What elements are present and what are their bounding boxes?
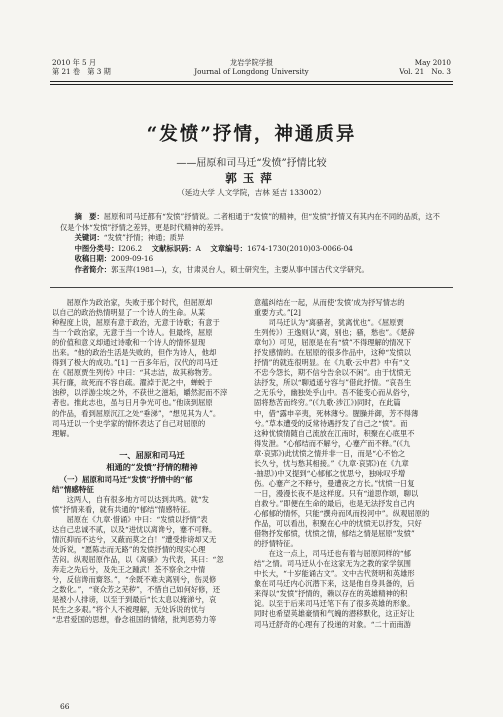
header-date: 2010 年 5 月	[52, 58, 97, 67]
text-line: 奔走之先后兮，及先王之踵武！荃不察余之中情	[52, 565, 206, 575]
text-line: 理解。	[52, 428, 74, 438]
journal-name-cn: 龙岩学院学报	[229, 58, 274, 67]
text-line: 固将愁苦而终穷。”(《九歌·涉江》)同时，在此篇	[254, 398, 401, 408]
header-date-en: May 2010	[414, 58, 451, 67]
keywords	[60, 233, 445, 244]
text-line: 达自己忠诚不贰，以及“进忧以离谗兮，蹇不可释。	[52, 524, 217, 534]
text-line: 的作品，看到屈原沉江之处“垂涕”，“想见其为人”。	[52, 408, 221, 418]
text-line: 兮，反信谗而齌怒。”，“余既不难夫离别兮，伤灵修	[52, 575, 217, 585]
header-rule-thick	[50, 81, 453, 82]
text-line: 作品，可以看出，积聚在心中的忧愤无以抒发，只好	[254, 519, 422, 529]
text-line: 以自己的政治热情明显了一个诗人的生命。从某	[52, 308, 206, 318]
journal-name-en: Journal of Longdong University	[194, 67, 309, 76]
text-line: 来得以“发愤”抒情的，赖以存在的英雄精神的积	[254, 589, 408, 599]
text-line: 意蕴纠结在一起，从而使‘发愤’成为抒写情志的	[254, 298, 405, 307]
page-number: 66	[60, 702, 70, 711]
right-column-body	[254, 298, 455, 630]
text-line: ·抽思》)中又提到“心郁郁之忧思兮，独咏叹乎增	[254, 468, 406, 478]
clc-label: 中图分类号：	[74, 243, 119, 253]
subsection-title-cont: 结”情感特征	[52, 484, 94, 494]
text-line: 兮。”草本遭受的反常待遇抒发了自己之“愤”。而	[254, 418, 408, 428]
received-value: 2009-09-16	[111, 254, 154, 264]
header-volume-en: Vol. 21 No. 3	[399, 67, 451, 76]
received-label: 收稿日期：	[74, 254, 112, 264]
text-line: 情沉抑而不达兮，又蔽而莫之白！”遭受排谤却又无	[52, 534, 217, 544]
received-date	[60, 254, 445, 265]
text-line: 章句》）可见，屈原是在有“愤”不得理解的情况下	[254, 338, 412, 348]
text-line: 其行廉，故死而不容自疏。濯淖于泥之中，蝉蜕于	[52, 378, 213, 388]
text-line: 在《屈原贾生列传》中曰：“其志洁，故其称物芳。	[52, 368, 217, 378]
text-line: 不忠今怨长，期不信兮告余以不闲”。由于忧愤无	[254, 368, 411, 378]
article-no-label: 文章编号：	[210, 243, 247, 253]
text-line: 伤。心蹇产之不释兮，曼遭夜之方长。”忧愤一日复	[254, 478, 415, 488]
text-line: 心郁郁的情怀，只能“撰舟而风而投河中”。纵观屈原的	[254, 508, 430, 518]
text-line: 种程度上说，屈原有意于政治，无意于诗歌；有意于	[52, 318, 220, 328]
text-line: 的价值和意义却通过诗歌和一个诗人的情怀显现	[52, 338, 206, 348]
text-line: 结”之情。司马迁从小在这家无为之教的家学氛围	[254, 559, 411, 569]
text-line: “忠君爱国的思想，眷念祖国的情绪，批判恶势力等	[52, 615, 217, 625]
clc-value: I206.2	[118, 243, 143, 253]
intro-paragraph	[52, 298, 252, 439]
article-author: 郭玉萍	[225, 171, 278, 185]
author-bio	[60, 265, 445, 276]
text-line: 是被小人排谤，以至于到最后“长太息以掩涕兮，哀	[52, 595, 217, 605]
doc-value: A	[195, 243, 201, 253]
header-right	[399, 58, 451, 76]
text-line: 重要方式。”[2]	[254, 308, 301, 318]
text-line: 生列传》）王逸则认“离，别也；骚，愁也”。《楚辞	[254, 328, 415, 338]
left-column	[52, 298, 252, 625]
section-heading	[52, 449, 252, 473]
text-line: 这种忧愤情随自己流放在江南时，积聚在心底里不	[254, 428, 415, 438]
text-line: 苦闷。纵观屈原作品，以《离骚》为代表，其曰：“忽	[52, 555, 224, 565]
text-line: 出来。“他的政治生活是失败的，但作为诗人，他却	[52, 348, 217, 358]
bio-label: 作者简介：	[74, 264, 112, 274]
text-line: 象在司马迁内心沉潜下来，这是他自身具备的，后	[254, 579, 415, 589]
text-line: 屈原在《九章·惜诵》中曰：“发愤以抒情”表	[66, 514, 208, 524]
text-line: 同时也希望英雄豪情和气魄的潜移默化，这正好让	[254, 609, 415, 619]
text-line: 的抒情特征。	[254, 539, 298, 549]
text-line: 得到了极大的成功。”[1] 一百多年后，汉代的司马迁	[52, 358, 218, 368]
text-line: 抒发感情的。在屈原的很多作品中，这种“发愤以	[254, 348, 411, 358]
text-line: 得发泄。“心郁结而不解兮，心蹇产而不释。”(《九	[254, 438, 411, 448]
text-line: 之数化。”，“衰众芳之芜秽”，不惜自己如何好修，还	[52, 585, 221, 595]
text-line: 民生之多艰。”将个人不被理解，无处诉说的忧与	[52, 605, 206, 615]
text-line: 章·哀郢》)此忧愤之情并非一日，而是“心不怡之	[254, 448, 406, 458]
abstract	[60, 212, 445, 233]
text-line: 司马迁舒奇的心理有了投递的对象。“二十而南游	[254, 619, 411, 629]
text-line: 者也。推此志也，虽与日月争光可也。”他读到屈原	[52, 398, 213, 408]
text-line: 长久兮，忧与愁其相接。”《九章·哀郢》)在《九章	[254, 458, 409, 468]
right-column	[254, 298, 455, 630]
text-line: 司马迁以一个史学家的情怀表达了自己对屈原的	[52, 418, 206, 428]
classification-line	[60, 244, 445, 255]
text-line: 屈原作为政治家，失败于那个时代，但屈原却	[66, 298, 213, 307]
abstract-text: 屈原和司马迁都有“发愤”抒情说。二者相通于“发愤”的精神，但“发愤”抒情又有其内在不同的品质，这不仅是个体“发愤”抒情之差异，更是时代精神的差异。	[60, 212, 440, 232]
text-line: 这两人，自有很多地方可以达到共鸣。就“发	[66, 494, 209, 504]
text-line: 当一个政治家，无意于当一个诗人。但最终，屈原	[52, 328, 213, 338]
keywords-label: 关键词：	[74, 233, 104, 243]
text-line: 法抒发，所以“聊逍遥兮容与”借此抒情。“哀吾生	[254, 378, 412, 388]
article-meta	[60, 212, 445, 276]
author-affiliation: （延边大学 人文学院，吉林 延吉 133002）	[177, 188, 326, 197]
keywords-text: “发愤”抒情；神通；质异	[103, 233, 185, 243]
header-rule-thin	[50, 84, 453, 85]
article-title: “发愤”抒情，神通质异	[146, 124, 357, 145]
text-line: 借物抒发郁愤，忧愤之情，郁结之情是屈原“发愤”	[254, 529, 415, 539]
text-line: 中长大，“十岁能诵古文”。文中古代贤明和英雄形	[254, 569, 415, 579]
header-volume: 第 21 卷 第 3 期	[52, 67, 111, 76]
text-line: 浊秽，以浮游尘埃之外，不获世之滋垢，皭然泥而不滓	[52, 388, 228, 398]
text-line: 司马迁认为“离骚者，犹离忧也”。《屈原贾	[268, 318, 404, 328]
section-subtitle: 相通的“发愤”抒情的精神	[106, 461, 198, 472]
text-line: 处诉说，“愿陈志而无路”的发愤抒情的现实心理	[52, 544, 206, 554]
text-line: 一日，漫漫长夜不是这样度。只有“道思作颂，聊以	[254, 488, 419, 498]
meta-rule	[50, 287, 453, 288]
abstract-label: 摘 要：	[74, 212, 104, 221]
text-line: 自救兮。”即便在生命的最后，也是无法抒发自己内	[254, 498, 415, 508]
text-line: 在这一点上，司马迁也有着与屈原同样的“郁	[268, 549, 411, 559]
section-title: 一、屈原和司马迁	[119, 449, 185, 460]
text-line: 之无乐兮，幽独处乎山中。吾不能变心而从俗兮，	[254, 388, 415, 398]
text-line: 抒情”的就连很明显。在《九歌·云中君》中有“文	[254, 358, 410, 368]
header-center	[52, 58, 451, 76]
bio-text: 郭玉萍(1981—)，女，甘肃灵台人，硕士研究生，主要从事中国古代文学研究。	[111, 264, 369, 274]
text-line: 中，借“露申辛夷，死林薄兮。腥臊并御，芳不得薄	[254, 408, 419, 418]
doc-label: 文献标识码：	[151, 243, 196, 253]
text-line: 淀。以至于后来司马迁笔下有了很多英雄的形象。	[254, 599, 415, 609]
article-subtitle: ——屈原和司马迁“发愤”抒情比较	[176, 158, 327, 169]
section-body	[52, 495, 252, 626]
subsection-title: （一）屈原和司马迁“发愤”抒情中的“郁	[59, 474, 193, 484]
article-no-value: 1674-1730(2010)03-0066-04	[246, 243, 353, 253]
text-line: 愤”抒情来看，就有共通的“郁结”情感特征。	[52, 504, 195, 514]
